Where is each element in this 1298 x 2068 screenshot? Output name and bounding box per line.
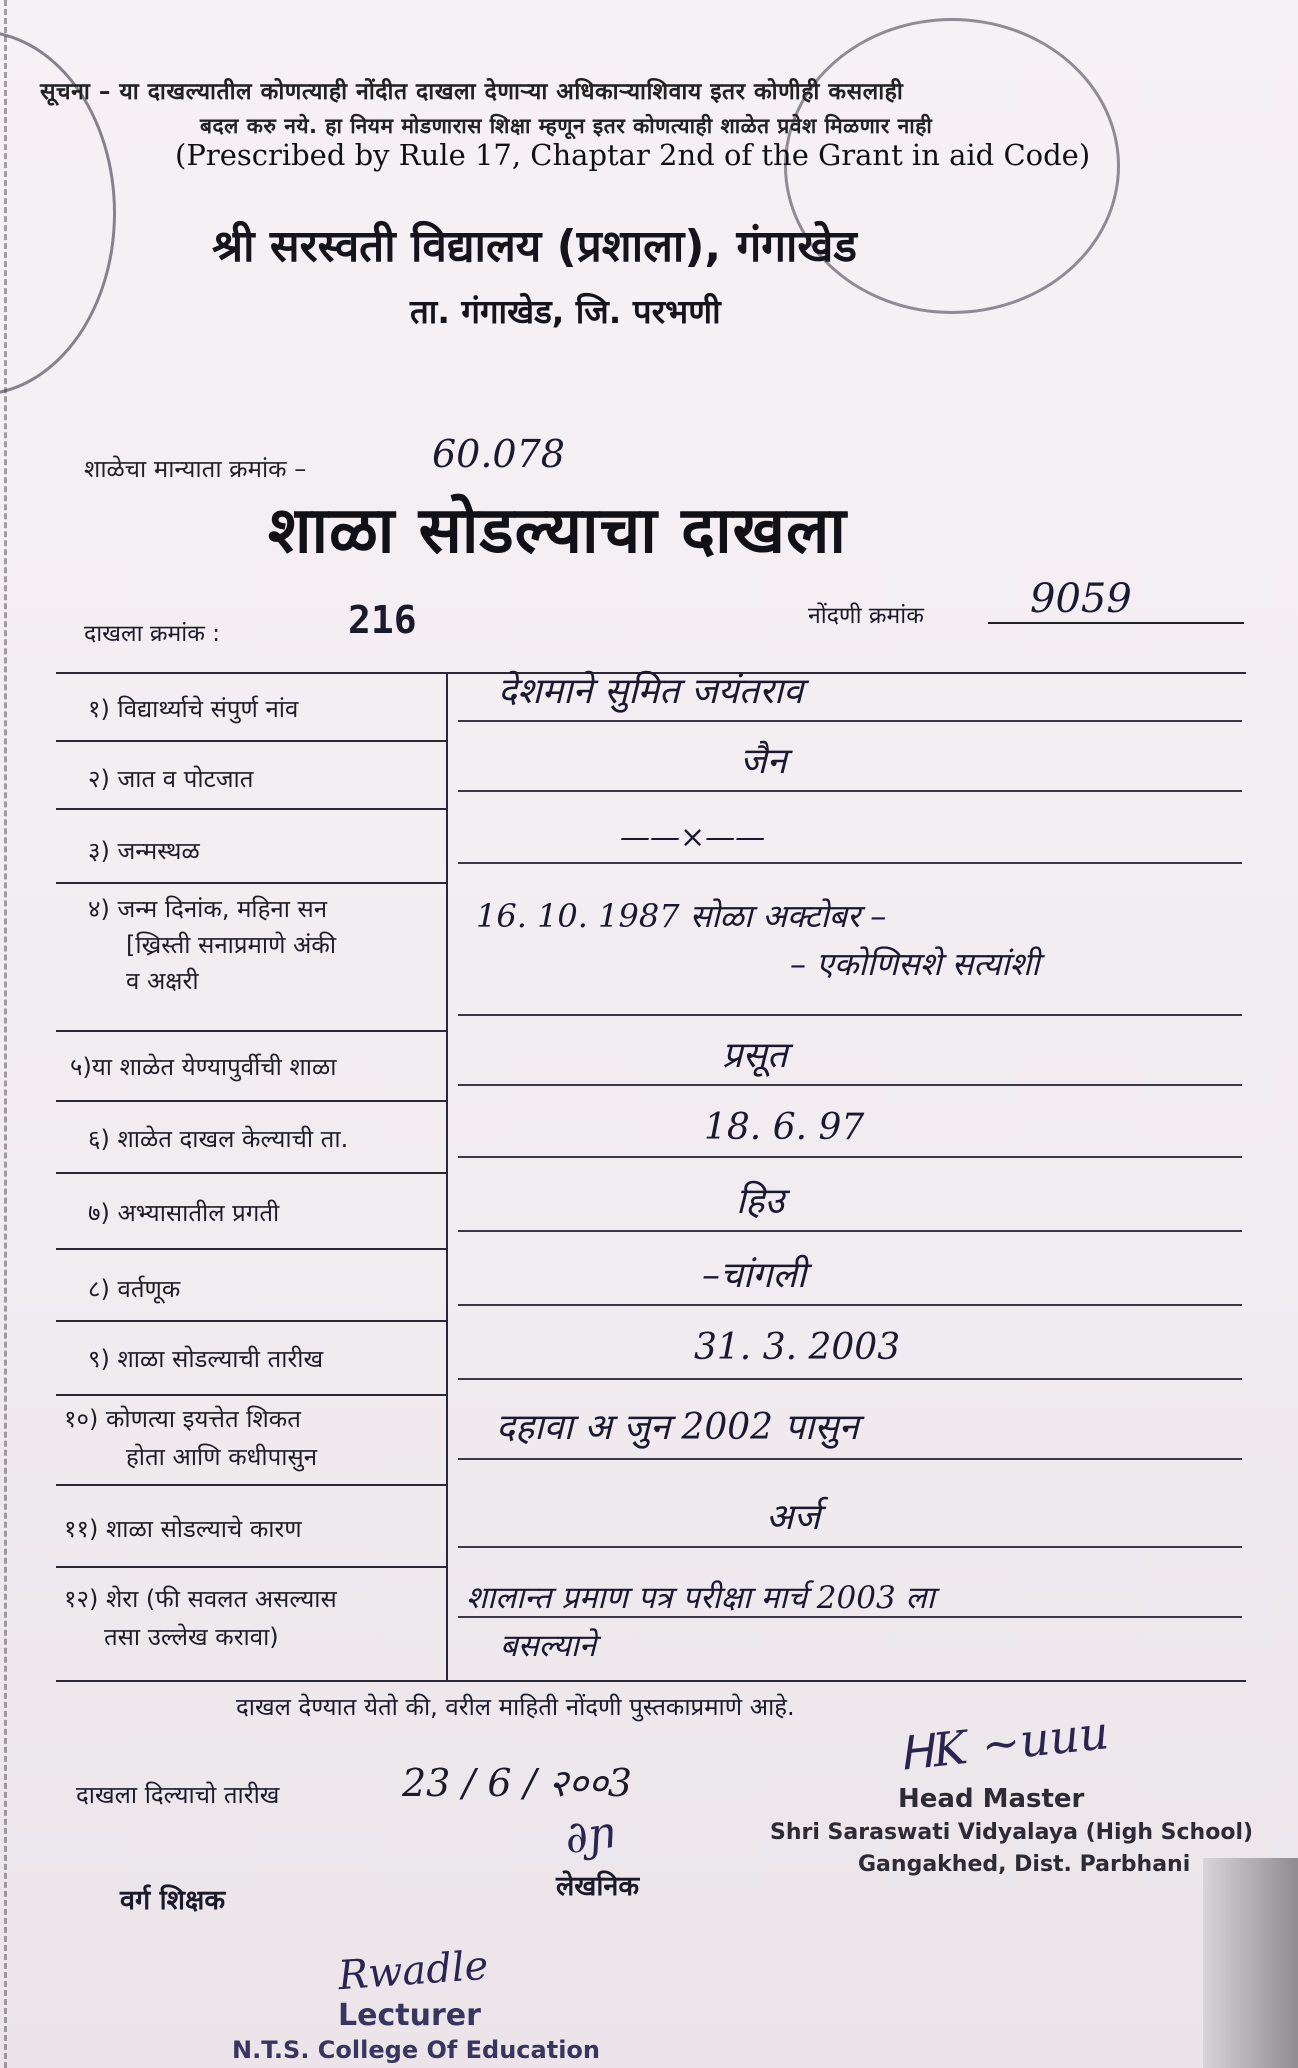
row-label-line-2: तसा उल्लेख करावा): [104, 1623, 279, 1651]
value-underline: [458, 1378, 1242, 1380]
row-divider: [56, 1030, 446, 1032]
row-value: 18. 6. 97: [704, 1107, 865, 1148]
value-underline: [458, 1304, 1242, 1306]
value-underline: [458, 1458, 1242, 1460]
row-value: शालान्त प्रमाण पत्र परीक्षा मार्च 2003 ला: [466, 1580, 935, 1616]
value-underline: [458, 1616, 1242, 1618]
scan-shadow: [1203, 1858, 1298, 2068]
row-divider: [56, 740, 446, 742]
declaration-text: दाखल देण्यात येतो की, वरील माहिती नोंदणी पुस्तकाप्रमाणे आहे.: [236, 1693, 795, 1721]
row-label: १२) शेरा (फी सवलत असल्यास: [64, 1585, 337, 1613]
row-label: २) जात व पोटजात: [88, 765, 254, 793]
certificate-title: शाळा सोडल्याचा दाखला: [268, 494, 847, 568]
row-label: ६) शाळेत दाखल केल्याची ता.: [88, 1125, 349, 1153]
row-label-line-2: [ख्रिस्ती सनाप्रमाणे अंकी: [126, 931, 337, 959]
nondani-number: 9059: [1030, 576, 1132, 622]
clerk-signature: ∂ɲ: [561, 1806, 620, 1865]
value-underline: [458, 1230, 1242, 1232]
value-underline: [458, 720, 1242, 722]
row-value: देशमाने सुमित जयंतराव: [498, 671, 804, 712]
row-label: ४) जन्म दिनांक, महिना सन: [88, 895, 328, 923]
row-divider: [56, 1248, 446, 1250]
row-value-line-2: – एकोणिसशे सत्यांशी: [790, 945, 1040, 983]
clerk-label: लेखनिक: [556, 1871, 640, 1902]
table-column-divider: [446, 672, 448, 1680]
issue-date-label: दाखला दिल्याचो तारीख: [76, 1781, 280, 1809]
row-divider: [56, 1566, 446, 1568]
dakhla-label: दाखला क्रमांक :: [84, 621, 220, 647]
row-value: दहावा अ जुन 2002 पासुन: [496, 1407, 859, 1448]
row-label: १०) कोणत्या इयत्तेत शिकत: [64, 1405, 301, 1433]
row-value-line-2: बसल्याने: [500, 1628, 597, 1664]
row-divider: [56, 1484, 446, 1486]
row-label: ९) शाळा सोडल्याची तारीख: [88, 1345, 324, 1373]
headmaster-school: Shri Saraswati Vidyalaya (High School): [770, 1820, 1254, 1845]
nondani-underline: [988, 622, 1244, 624]
row-divider: [56, 808, 446, 810]
row-label: ३) जन्मस्थळ: [88, 837, 200, 865]
dakhla-number: 216: [348, 598, 417, 642]
lecturer-signature: Rwadle: [336, 1942, 490, 2000]
row-value: 16. 10. 1987 सोळा अक्टोबर –: [476, 897, 887, 935]
recognition-number: 60.078: [432, 432, 565, 476]
table-bottom-border: [56, 1680, 1246, 1682]
row-value: जैन: [740, 741, 787, 782]
row-divider: [56, 1100, 446, 1102]
recognition-label: शाळेचा मान्याता क्रमांक –: [84, 455, 307, 483]
value-underline: [458, 790, 1242, 792]
row-divider: [56, 882, 446, 884]
school-location: ता. गंगाखेड, जि. परभणी: [410, 292, 721, 331]
issue-date: 23 / 6 / २००3: [402, 1761, 632, 1805]
row-divider: [56, 1320, 446, 1322]
row-value: अर्ज: [766, 1497, 821, 1538]
row-value: प्रसूत: [722, 1035, 788, 1076]
value-underline: [458, 862, 1242, 864]
row-value: –चांगली: [702, 1255, 807, 1296]
row-label: ७) अभ्यासातील प्रगती: [88, 1199, 280, 1227]
row-value: 31. 3. 2003: [694, 1327, 901, 1368]
headmaster-signature: ᕼK ~uuu: [895, 1705, 1112, 1781]
value-underline: [458, 1014, 1242, 1016]
nondani-label: नोंदणी क्रमांक: [808, 603, 924, 629]
row-label-line-2: होता आणि कधीपासुन: [126, 1443, 318, 1471]
notice-line-1: सूचना – या दाखल्यातील कोणत्याही नोंदीत दाखला देणाऱ्या अधिकाऱ्याशिवाय इतर कोणीही कसलाही: [40, 79, 904, 105]
row-label-line-3: व अक्षरी: [126, 967, 199, 995]
value-underline: [458, 1156, 1242, 1158]
headmaster-title: Head Master: [898, 1784, 1085, 1814]
row-label: ११) शाळा सोडल्याचे कारण: [64, 1515, 302, 1543]
row-value: ——×——: [620, 820, 766, 855]
headmaster-place: Gangakhed, Dist. Parbhani: [858, 1852, 1191, 1877]
college-name: N.T.S. College Of Education: [232, 2036, 601, 2064]
lecturer-title: Lecturer: [338, 1998, 481, 2033]
rule-reference: (Prescribed by Rule 17, Chaptar 2nd of the Grant in aid Code): [175, 138, 1091, 172]
value-underline: [458, 1546, 1242, 1548]
row-divider: [56, 1394, 446, 1396]
row-label: ५)या शाळेत येण्यापुर्वीची शाळा: [70, 1053, 337, 1081]
row-label: १) विद्यार्थ्याचे संपुर्ण नांव: [88, 695, 299, 723]
value-underline: [458, 1084, 1242, 1086]
row-value: हिउ: [736, 1181, 785, 1222]
notice-line-2: बदल करु नये. हा नियम मोडणारास शिक्षा म्हणून इतर कोणत्याही शाळेत प्रवेश मिळणार नाही: [200, 114, 933, 138]
row-divider: [56, 1172, 446, 1174]
school-name: श्री सरस्वती विद्यालय (प्रशाला), गंगाखेड: [212, 221, 857, 272]
class-teacher-label: वर्ग शिक्षक: [120, 1885, 226, 1916]
row-label: ८) वर्तणूक: [88, 1275, 181, 1303]
